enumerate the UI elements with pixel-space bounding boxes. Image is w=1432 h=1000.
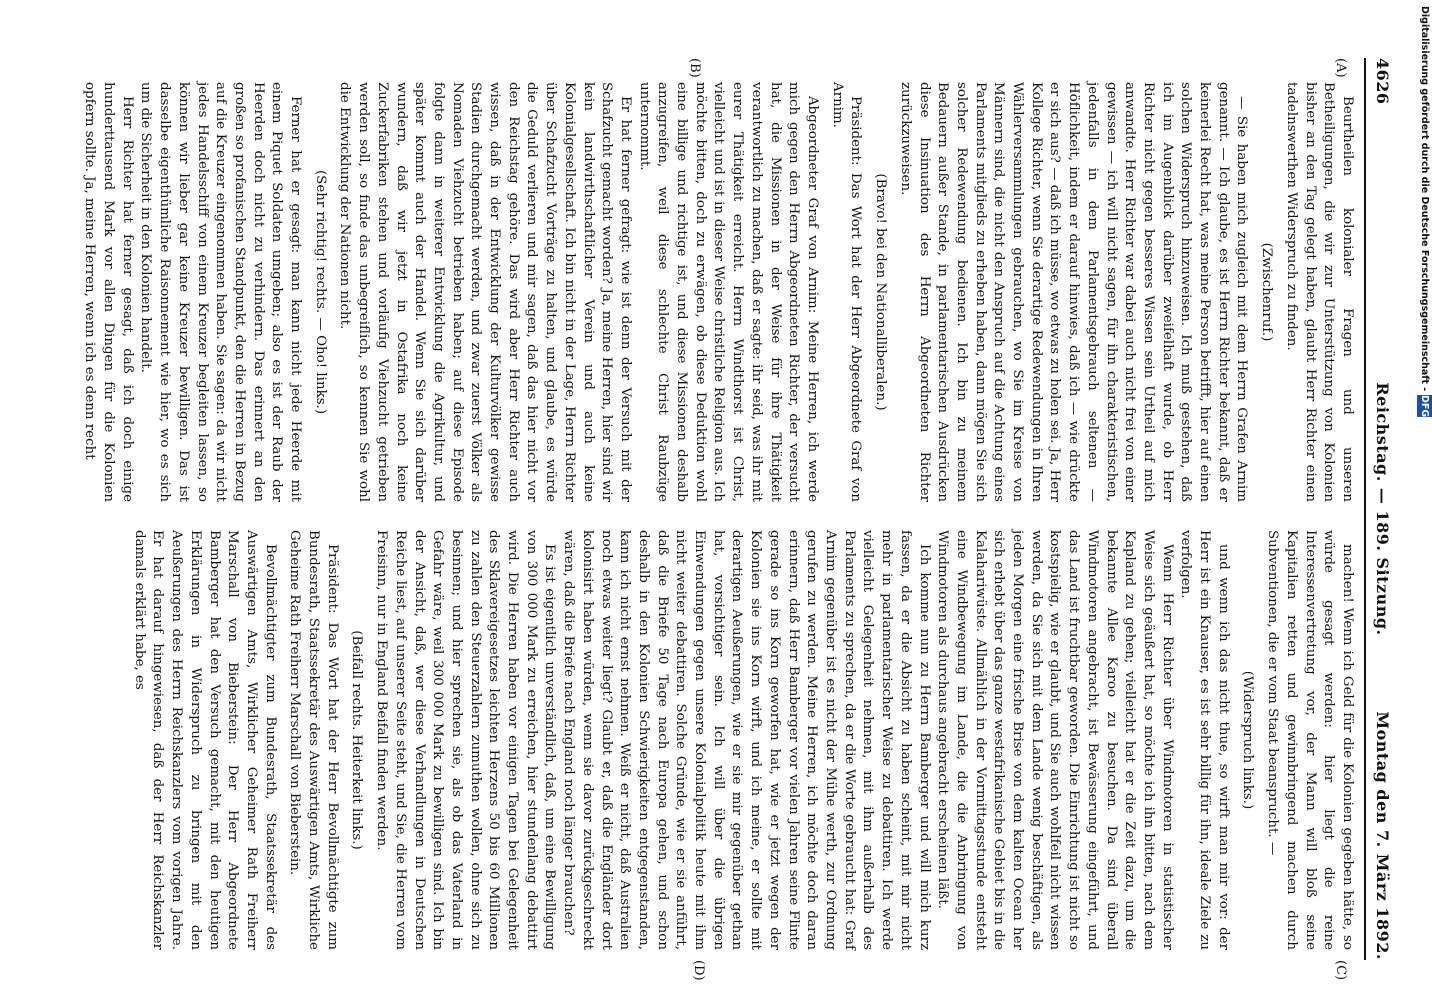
- paragraph: machen! Wenn ich Geld für die Kolonien gegeben hätte, so würde gesagt werden: hier liegt die reine Interessenvertretung vor, der Mann will bloß seine Kapitalien retten und gewinnbringend machen durch Subventionen, die er vom Staat beansprucht. —: [1265, 530, 1355, 950]
- paragraph: Beurtheilen kolonialer Fragen und unseren Betheiligungen, die wir zur Unterstützung von Kolonien bisher an den Tag gelegt haben, glaubt Herr Richter einen tadelnswerthen Widerspruch zu finden.: [1283, 82, 1355, 502]
- paragraph: Wenn Herr Richter über Windmotoren in statistischer Weise sich geäußert hat, so möchte ich ihn bitten, nach dem Kapland zu gehen; vielleicht hat er die Zeit dazu, um die bekannte Allee Karoo zu besuchen. Da sind überall Windmotoren angebracht, ist Bewässerung eingeführt, und das Land ist fruchtbar geworden. Die Einrichtung ist nicht so kostspielig, wie er glaubt, und Sie auch wohlfeil nicht wissen werden, da Sie sich mit dem Lande wenig beschäftigen, als jeden Morgen eine frische Brise von dem kalten Ocean her sich erhebt über das ganze westafrikanische Gebiet bis in die Kalahariwüste. Allmählich in der Vormittagsstunde entsteht eine Windbewegung im Lande, die die Anbringung von Windmotoren als durchaus angebracht erscheinen läßt.: [935, 530, 1175, 950]
- margin-mark-b: (B): [687, 58, 702, 78]
- margin-mark-a: (A): [1333, 58, 1348, 78]
- page-header: [1370, 58, 1392, 960]
- paragraph: (Zwischenruf.): [1259, 242, 1275, 342]
- credit-text: Digitalisierung gefördert durch die Deutsche Forschungsgemeinschaft -: [1419, 6, 1430, 392]
- paragraph: Ferner hat er gesagt: man kann nicht jede Heerde mit einem Piquet Soldaten umgeben; also es ist der Raub der Heerden doch nicht zu verhindern. Das erinnert an den großen so profanischen Standpunkt, den die Herren in Bezug auf die Kreuzer eingenommen haben. Sie sagen: da wir nicht jedes Handelsschiff von einem Kreuzer begleiten lassen, so können wir lieber gar keine Kreuzer bewilligen. Das ist dasselbe eigenthümliche Raisonnement wie hier, wo es sich um die Sicherheit in den Kolonien handelt.: [138, 82, 304, 502]
- dfg-logo: DFG: [1419, 394, 1430, 417]
- digitization-credit: [1416, 6, 1430, 996]
- paragraph: Ich komme nun zu Herrn Bamberger und will mich kurz fassen, da er die Absicht zu haben scheint, mit mir nicht mehr in parlamentarischer Weise zu debattiren. Ich werde vielleicht Gelegenheit nehmen, mit ihm außerhalb des Parlaments zu sprechen, da er die Worte gebraucht hat: Graf Arnim gegenüber ist es nicht der Mühe werth, zur Ordnung gerufen zu werden. Meine Herren, ich möchte doch daran erinnern, daß Herr Bamberger vor vielen Jahren seine Flinte gerade so ins Korn geworfen hat, wie er jetzt wegen der Kolonien sie ins Korn wirft, und ich meine, er sollte mit derartigen Aeußerungen, wie er sie mir gegenüber gethan hat, vorsichtiger sein. Ich will über die übrigen Einwendungen gegen unsere Kolonialpolitik heute mit ihm nicht weiter debattiren. Solche Gründe, wie er sie anführt, daß die Briefe 50 Tage nach Europa gehen, und schon deshalb in den Kolonien Schwierigkeiten entgegenstanden, kann ich nicht ernst nehmen. Weiß er nicht, daß Australien noch etwas weiter liegt? Glaubt er, daß die Engländer dort kolonisirt haben würden, wenn sie davor zurückgeschreckt wären, daß die Briefe nach England noch länger brauchen?: [561, 530, 932, 950]
- paragraph: und wenn ich das nicht thue, so wirft man mir vor: der Herr ist ein Knauser, es ist sehr billig für ihn, ideale Ziele zu verfolgen.: [1178, 530, 1231, 950]
- paragraph: (Sehr richtig! rechts. — Oho! links.): [312, 169, 328, 415]
- margin-mark-c: (C): [1333, 960, 1348, 981]
- paragraph: Präsident: Das Wort hat der Herr Bevollmächtigte zum Bundesrath, Staatssekretär des Auswärtigen Amts, Wirkliche Geheime Rath Freiherr Marschall von Bieberstein.: [287, 530, 340, 950]
- left-column: [80, 82, 1356, 502]
- paragraph: — Sie haben mich zugleich mit dem Herrn Grafen Arnim genannt. — Ich glaube, es ist Herrn Richter bekannt, daß er keinerlei Recht hat, was meine Person betrifft, hier auf einen solchen Widerspruch hinzuweisen. Ich muß gestehen, daß ich im Augenblick darüber zweifelhaft wurde, ob Herr Richter nicht gegen besseres Wissen sein Urtheil auf mich anwandte. Herr Richter war dabei auch nicht frei von einer gewissen — ich will nicht sagen, für ihn charakteristischen, jedenfalls in dem Parlamentsgebrauch seltenen — Höflichkeit, indem er darauf hinwies, daß ich — wie drückte er sich aus? — daß ich müsse, wo etwas zu holen sei. Ja, Herr Kollege Richter, wenn Sie derartige Redewendungen in Ihren Wählerversammlungen gebrauchen, wo Sie im Kreise von Männern sind, die nicht den Anspruch auf die Achtung eines Parlaments mitglieds zu erheben haben, dann mögen Sie sich solcher Redewendung bedienen. Ich bin zu meinem Bedauern außer Stande, in parlamentarischen Ausdrücken diese Insinuation des Herrn Abgeordneten Richter zurückzuweisen.: [897, 82, 1250, 502]
- paragraph: Präsident: Das Wort hat der Herr Abgeordnete Graf von Arnim.: [829, 82, 864, 502]
- paragraph: Es ist eigentlich unverständlich, daß, um eine Bewilligung von 300 000 Mark zu erreichen, hier stundenlang debattirt wird. Die Herren haben vor einigen Tagen bei Gelegenheit des Sklavereigesetzes leichten Herzens 50 bis 60 Millionen zu zahlen den Steuerzahlern zumuthen wollen, ohne sich zu besinnen; und hier sprechen sie, als ob das Vaterland in Gefahr wäre, weil 300 000 Mark zu bewilligen sind. Ich bin der Ansicht, daß, wer diese Verhandlungen in Deutschen Reiche liest, auf unserer Seite steht, und Sie, die Herren vom Freisinn, nur in England Beifall finden werden.: [374, 530, 558, 950]
- right-column: [129, 530, 1356, 950]
- paragraph: Er hat ferner gefragt: wie ist denn der Versuch mit der Schafzucht gemacht worden? Ja, meine Herren, hier sind wir kein landwirthschaftlicher Verein und auch keine Kolonialgesellschaft. Ich bin nicht in der Lage, Herrn Richter über Schafzucht Vorträge zu halten, und glaube, es würde die Geduld verlieren und mir sagen, daß das hier nicht vor den Reichstag gehöre. Das wird aber Herr Richter auch wissen, daß in der Entwicklung der Kulturvölker gewisse Stadien durchgemacht werden, und zwar zuerst Völker als Nomaden Viehzucht betrieben haben; auf diese Episode folgte dann in weiterer Entwicklung die Agrikultur, und später kommt auch der Handel. Wenn Sie sich darüber wundern, daß wir jetzt in Ostafrika noch keine Zuckerfabriken stehen und vorläufig Viehzucht getrieben werden soll, so finde das unbegreiflich, so kennen Sie wohl die Entwicklung der Nationen nicht.: [337, 82, 633, 502]
- paragraph: (Beifall rechts. Heiterkeit links.): [349, 630, 365, 850]
- header-title: Reichstag. — 189. Sitzung.: [1373, 382, 1392, 636]
- header-date: Montag den 7. März 1892.: [1373, 711, 1392, 960]
- header-rule: [1364, 58, 1366, 960]
- margin-mark-d: (D): [691, 960, 706, 981]
- paragraph: (Widerspruch links.): [1240, 670, 1256, 810]
- paragraph: Bevollmächtigter zum Bundesrath, Staatssekretär des Auswärtigen Amts, Wirklicher Geheimer Rath Freiherr Marschall von Bieberstein: Der Herr Abgeordnete Bamberger hat den Versuch gemacht, mit den heutigen Erklärungen in Widerspruch zu bringen mit den Aeußerungen des Herrn Reichskanzlers vom vorigen Jahre. Er hat darauf hingewiesen, daß der Herr Reichskanzler damals erklärt habe, es: [131, 530, 278, 950]
- paragraph: Abgeordneter Graf von Arnim: Meine Herren, ich werde mich gegen den Herrn Abgeordneten Richter, der versucht hat, die Missionen in der Weise für ihre Thätigkeit verantwortlich zu machen, daß er sagte: ihr seid, was ihr mit eurer Thätigkeit erreicht. Herrn Windthorst ist Christ, vielleicht und ist in dieser Weise christliche Religion aus. Ich möchte bitten, doch zu erwägen, ob diese Deduktion wohl eine billige und richtige ist, und diese Missionen deshalb anzugreifen, weil diese schlechte Christ Raubzüge unternommt.: [636, 82, 821, 502]
- paragraph: (Bravo! bei den Nationalliberalen.): [873, 173, 889, 411]
- page-number: 4626: [1373, 58, 1392, 105]
- paragraph: Herr Richter hat ferner gesagt, daß ich doch einige hunderttausend Mark vor allen Dingen für die Kolonien opfern sollte. Ja, meine Herren, wenn ich es denn recht: [82, 82, 135, 502]
